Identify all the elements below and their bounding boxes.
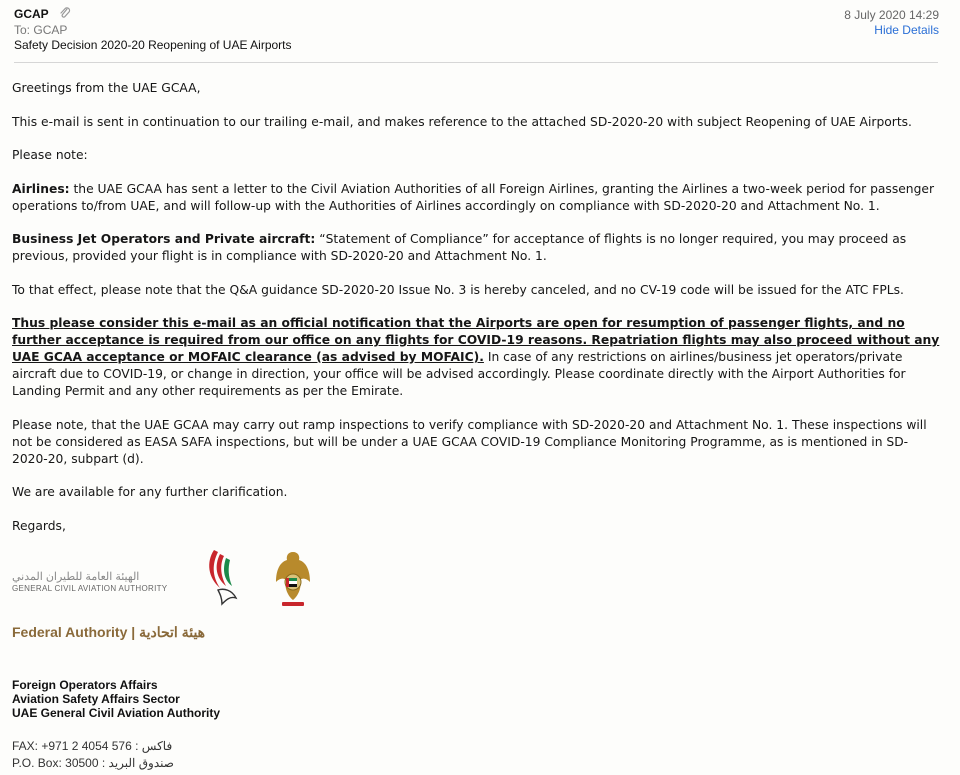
paragraph-please-note: Please note: (12, 148, 88, 162)
uae-emblem-icon (270, 548, 316, 610)
gcaa-arabic-name: الهيئة العامة للطيران المدني (12, 571, 140, 583)
federal-authority-en: Federal Authority | (12, 624, 136, 640)
signature-line-2: Aviation Safety Affairs Sector (12, 692, 180, 706)
email-body (12, 80, 942, 551)
gcaa-english-name: GENERAL CIVIL AVIATION AUTHORITY (12, 584, 168, 593)
paragraph-intro: This e-mail is sent in continuation to our trailing e-mail, and makes reference to the attached SD-2020-20 with subject Reopening of UAE Airports. (12, 114, 912, 129)
federal-authority-mark (12, 624, 205, 641)
notice-underlined: Thus please consider this e-mail as an official notification that the Airports are open for resumption of passenger flights, and no further acceptance is required from our office on any flights for COVID-19 reasons. Repatriation flights may also proceed without any UAE GCAA acceptance or MOFAIC clearance (as advised by MOFAIC). (12, 316, 940, 364)
hide-details-link[interactable]: Hide Details (874, 23, 939, 37)
paperclip-icon (58, 6, 72, 20)
airlines-text: the UAE GCAA has sent a letter to the Civil Aviation Authorities of all Foreign Airlines, granting the Airlines a two-week period for passenger operations to/from UAE, and will follow-up with the Authorities of Airlines accordingly on compliance with SD-2020-20 and Attachment No. 1. (12, 181, 935, 213)
pobox-line: P.O. Box: 30500 : صندوق البريد (12, 756, 174, 770)
sender-name[interactable]: GCAP (14, 7, 49, 21)
airlines-label: Airlines: (12, 181, 70, 196)
paragraph-bizjet (12, 231, 942, 265)
paragraph-available: We are available for any further clarification. (12, 485, 288, 499)
email-header (0, 0, 960, 62)
fax-line: FAX: +971 2 4054 576 : فاكس (12, 739, 173, 753)
federal-authority-ar: هيئة اتحادية (135, 624, 206, 640)
bizjet-text: “Statement of Compliance” for acceptance of flights is no longer required, you may proceed as previous, provided your flight is in compliance with SD-2020-20 and Attachment No. 1. (12, 232, 907, 263)
paragraph-notice (12, 315, 942, 400)
regards: Regards, (12, 518, 66, 533)
recipient-line (14, 23, 67, 37)
greeting: Greetings from the UAE GCAA, (12, 81, 201, 95)
signature-logos (12, 548, 332, 658)
contact-block (12, 738, 174, 772)
signature-line-1: Foreign Operators Affairs (12, 678, 158, 692)
notice-rest: In case of any restrictions on airlines/business jet operators/private aircraft due to COVID-19, or change in direction, your office will be advised accordingly. Please coordinate directly with the Airport Authorities for Landing Permit and any other requirements as per the Emirate. (12, 350, 906, 398)
gcaa-falcon-logo-icon (196, 548, 246, 608)
paragraph-effect: To that effect, please note that the Q&A guidance SD-2020-20 Issue No. 3 is hereby canceled, and no CV-19 code will be issued for the ATC FPLs. (12, 282, 904, 297)
bizjet-label: Business Jet Operators and Private aircraft: (12, 232, 316, 246)
signature-line-3: UAE General Civil Aviation Authority (12, 706, 221, 720)
signature-block (12, 678, 220, 720)
email-date: 8 July 2020 14:29 (844, 8, 939, 22)
to-label: To: (14, 23, 31, 37)
recipient-name[interactable]: GCAP (33, 23, 68, 37)
paragraph-ramp: Please note, that the UAE GCAA may carry out ramp inspections to verify compliance with SD-2020-20 and Attachment No. 1. These inspections will not be considered as EASA SAFA inspections, but will be under a UAE GCAA COVID-19 Compliance Monitoring Programme, as is mentioned in SD-2020-20, subpart (d). (12, 417, 927, 466)
email-subject: Safety Decision 2020-20 Reopening of UAE Airports (14, 38, 292, 52)
paragraph-airlines (12, 181, 942, 215)
header-divider (14, 62, 938, 63)
